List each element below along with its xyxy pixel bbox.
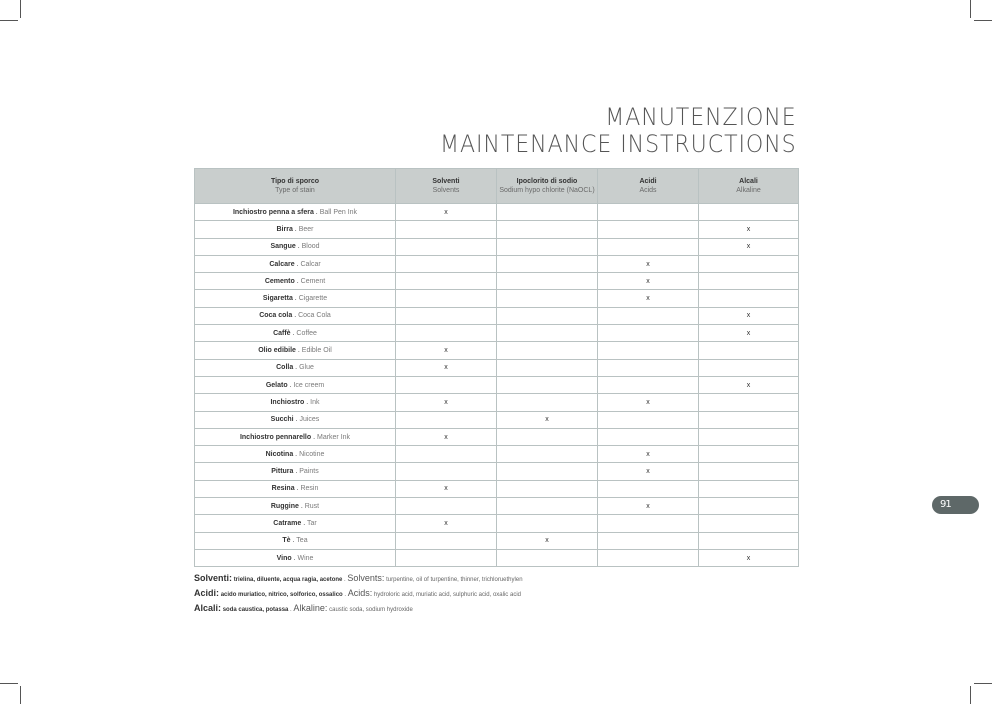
stain-name-it: Tè [282,537,291,545]
column-header-en: Type of stain [275,187,315,194]
column-header [699,169,799,204]
stain-name-it: Succhi [270,416,294,424]
stain-separator: . [292,295,299,303]
treatment-mark-cell [396,549,497,566]
table-row [195,204,799,221]
stain-name-it: Pittura [271,468,294,476]
stain-name-it: Ruggine [270,502,299,510]
table-row [195,359,799,376]
treatment-mark-cell [598,238,699,255]
treatment-mark-cell [598,515,699,532]
treatment-mark-cell [598,428,699,445]
treatment-mark-cell [699,204,799,221]
stain-separator: . [290,537,297,545]
treatment-mark-cell [598,307,699,324]
treatment-mark-cell [699,532,799,549]
treatment-mark-cell [396,238,497,255]
stain-name-it: Calcare [269,260,295,268]
treatment-mark-cell [598,325,699,342]
stain-name-it: Birra [276,225,293,233]
stain-name-en: Marker Ink [316,433,351,441]
treatment-mark-cell [497,255,598,272]
note-text-en: caustic soda, sodium hydroxide [329,607,413,613]
stain-separator: . [295,243,302,251]
title-english: MAINTENANCE INSTRUCTIONS [440,130,797,158]
treatment-mark-cell [699,255,799,272]
treatment-mark-cell: x [699,307,799,324]
treatment-mark-cell [699,411,799,428]
treatment-mark-cell [598,342,699,359]
stain-cell [195,325,396,342]
treatment-mark-cell [396,221,497,238]
stain-name-en: Paints [299,468,319,476]
stain-separator: . [293,450,300,458]
note-text-it: trielina, diluente, acqua ragia, acetone [233,577,343,583]
treatment-mark-cell [396,273,497,290]
treatment-mark-cell: x [699,221,799,238]
treatment-mark-cell [497,446,598,463]
column-header-en: Alkaline [736,187,761,194]
stain-name-it: Nicotina [265,450,294,458]
treatment-mark-cell [497,204,598,221]
notes [194,571,523,616]
treatment-mark-cell [598,532,699,549]
stain-cell [195,446,396,463]
stain-name-it: Cemento [264,277,295,285]
table-row [195,255,799,272]
table-row [195,376,799,393]
crop-mark [20,0,21,18]
note-text-it: acido muriatico, nitrico, solforico, ossalico [220,592,343,598]
table-row [195,498,799,515]
treatment-mark-cell [396,498,497,515]
column-header-it: Tipo di sporco [270,178,320,185]
treatment-mark-cell [699,428,799,445]
stain-separator: . [311,433,317,441]
treatment-mark-cell [598,359,699,376]
table-row [195,411,799,428]
crop-mark [20,686,21,704]
note-label-it: Acidi: [194,588,220,598]
column-header-it: Solventi [432,178,460,185]
title-italian: MANUTENZIONE [605,103,797,131]
stain-cell [195,376,396,393]
table-row [195,480,799,497]
stain-cell [195,532,396,549]
treatment-mark-cell: x [598,463,699,480]
stain-name-en: Tar [307,519,317,527]
stain-name-en: Edible Oil [301,347,332,355]
note-separator: . [342,577,348,583]
table-row [195,515,799,532]
stain-name-it: Catrame [273,519,302,527]
stain-separator: . [313,208,320,216]
crop-mark [970,0,971,18]
treatment-mark-cell [497,480,598,497]
treatment-mark-cell: x [497,411,598,428]
treatment-mark-cell: x [497,532,598,549]
table-header-row [195,169,799,204]
column-header [195,169,396,204]
treatment-mark-cell [396,411,497,428]
table-row [195,290,799,307]
treatment-mark-cell [396,446,497,463]
stain-separator: . [294,277,301,285]
note-text-it: soda caustica, potassa [222,607,289,613]
treatment-mark-cell [699,342,799,359]
treatment-mark-cell [396,463,497,480]
treatment-mark-cell [497,428,598,445]
treatment-mark-cell [396,290,497,307]
note-text-en: turpentine, oil of turpentine, thinner, trichloruethylen [386,577,523,583]
crop-mark [0,683,18,684]
stain-name-it: Colla [276,364,294,372]
crop-mark [0,20,18,21]
treatment-mark-cell: x [699,549,799,566]
treatment-mark-cell [497,498,598,515]
treatment-mark-cell [598,480,699,497]
stain-cell [195,394,396,411]
crop-mark [974,683,992,684]
stain-separator: . [295,347,302,355]
note-line [194,601,523,616]
treatment-mark-cell: x [699,325,799,342]
stain-cell [195,480,396,497]
stain-name-it: Resina [271,485,295,493]
column-header [598,169,699,204]
stain-cell [195,238,396,255]
treatment-mark-cell [699,480,799,497]
treatment-mark-cell [598,549,699,566]
stain-name-en: Glue [299,364,314,372]
stain-cell [195,515,396,532]
treatment-mark-cell [699,359,799,376]
column-header-it: Alcali [739,178,758,185]
stain-name-it: Olio edibile [258,347,296,355]
treatment-mark-cell [497,273,598,290]
stain-name-en: Tea [296,537,308,545]
column-header-it: Ipoclorito di sodio [516,178,578,185]
stain-name-it: Inchiostro penna a sfera [232,208,314,216]
stain-name-en: Beer [298,225,314,233]
treatment-mark-cell: x [396,515,497,532]
stain-cell [195,204,396,221]
stain-separator: . [287,381,294,389]
stain-separator: . [293,468,300,476]
treatment-mark-cell [598,411,699,428]
treatment-mark-cell: x [598,446,699,463]
stain-cell [195,411,396,428]
column-header [396,169,497,204]
table-row [195,238,799,255]
table-row [195,428,799,445]
treatment-mark-cell [497,359,598,376]
treatment-mark-cell [497,290,598,307]
stain-separator: . [293,364,300,372]
stain-cell [195,428,396,445]
stain-cell [195,359,396,376]
treatment-mark-cell [598,376,699,393]
table-row [195,549,799,566]
treatment-mark-cell [497,342,598,359]
treatment-mark-cell [497,394,598,411]
crop-mark [974,20,992,21]
treatment-mark-cell [699,273,799,290]
column-header-en: Acids [639,187,657,194]
treatment-mark-cell: x [396,394,497,411]
treatment-mark-cell [699,515,799,532]
stain-cell [195,498,396,515]
treatment-mark-cell: x [598,290,699,307]
treatment-mark-cell: x [699,238,799,255]
treatment-mark-cell [396,532,497,549]
treatment-mark-cell [497,463,598,480]
treatment-mark-cell [497,515,598,532]
stain-name-en: Ice creem [293,381,325,389]
maintenance-table [194,168,799,567]
stain-name-en: Resin [300,485,319,493]
stain-name-it: Inchiostro [270,398,305,406]
treatment-mark-cell: x [396,204,497,221]
stain-cell [195,549,396,566]
treatment-mark-cell [699,446,799,463]
table-row [195,463,799,480]
note-separator: . [342,592,348,598]
table-row [195,221,799,238]
treatment-mark-cell: x [396,428,497,445]
treatment-mark-cell: x [396,342,497,359]
treatment-mark-cell [396,376,497,393]
stain-name-it: Coca cola [259,312,293,320]
stain-separator: . [291,554,298,562]
treatment-mark-cell: x [598,273,699,290]
stain-name-en: Blood [301,243,320,251]
stain-cell [195,221,396,238]
treatment-mark-cell: x [396,359,497,376]
treatment-mark-cell: x [598,498,699,515]
stain-cell [195,307,396,324]
stain-separator: . [298,502,305,510]
stain-cell [195,255,396,272]
stain-separator: . [301,519,307,527]
treatment-mark-cell [598,221,699,238]
stain-name-it: Sangue [270,243,296,251]
stain-name-en: Coca Cola [298,312,331,320]
stain-separator: . [292,225,299,233]
table-row [195,532,799,549]
treatment-mark-cell [497,221,598,238]
stain-cell [195,342,396,359]
stain-name-en: Juices [299,416,320,424]
table-row [195,325,799,342]
table-row [195,342,799,359]
column-header-en: Sodium hypo chlorite (NaOCL) [499,187,595,194]
column-header [497,169,598,204]
note-label-en: Solvents: [347,573,385,583]
stain-name-it: Inchiostro pennarello [239,433,312,441]
treatment-mark-cell [497,307,598,324]
treatment-mark-cell [396,325,497,342]
treatment-mark-cell [396,307,497,324]
treatment-mark-cell [699,463,799,480]
stain-name-en: Calcar [300,260,321,268]
stain-name-en: Ball Pen Ink [319,208,358,216]
column-header-it: Acidi [639,178,657,185]
stain-separator: . [290,329,297,337]
stain-name-en: Rust [304,502,320,510]
stain-name-it: Caffè [273,329,291,337]
note-label-en: Alkaline: [293,603,328,613]
stain-name-it: Sigaretta [262,295,293,303]
treatment-mark-cell [699,290,799,307]
treatment-mark-cell [497,549,598,566]
column-header-en: Solvents [432,187,460,194]
table-row [195,273,799,290]
crop-mark [970,686,971,704]
treatment-mark-cell: x [598,255,699,272]
treatment-mark-cell [497,238,598,255]
stain-cell [195,273,396,290]
note-label-it: Solventi: [194,573,233,583]
table-row [195,394,799,411]
treatment-mark-cell [699,498,799,515]
stain-separator: . [304,398,311,406]
stain-name-en: Cigarette [298,295,328,303]
stain-name-en: Nicotine [299,450,325,458]
stain-name-en: Cement [300,277,326,285]
note-separator: . [288,607,294,613]
treatment-mark-cell [699,394,799,411]
note-line [194,571,523,586]
note-line [194,586,523,601]
table-row [195,446,799,463]
stain-separator: . [294,260,301,268]
treatment-mark-cell: x [598,394,699,411]
page-number-badge: 91 [932,496,979,514]
treatment-mark-cell [598,204,699,221]
table-body [195,204,799,567]
treatment-mark-cell [497,325,598,342]
stain-name-it: Vino [276,554,292,562]
stain-cell [195,463,396,480]
stain-name-it: Gelato [265,381,288,389]
stain-name-en: Coffee [296,329,317,337]
treatment-mark-cell [396,255,497,272]
note-label-en: Acids: [347,588,373,598]
stain-separator: . [294,485,301,493]
treatment-mark-cell: x [396,480,497,497]
treatment-mark-cell [497,376,598,393]
note-text-en: hydroloric acid, muriatic acid, sulphuric acid, oxalic acid [373,592,521,598]
stain-separator: . [293,416,300,424]
stain-name-en: Wine [297,554,314,562]
note-label-it: Alcali: [194,603,222,613]
table-row [195,307,799,324]
treatment-mark-cell: x [699,376,799,393]
stain-name-en: Ink [310,398,320,406]
page-title [440,104,797,158]
stain-separator: . [292,312,299,320]
stain-cell [195,290,396,307]
